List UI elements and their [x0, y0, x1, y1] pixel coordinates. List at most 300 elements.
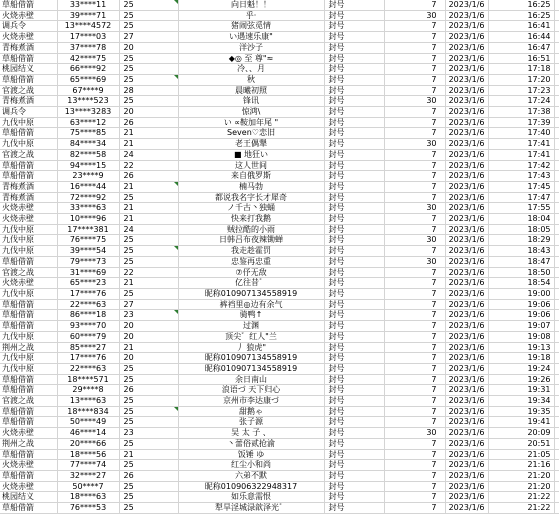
level-cell[interactable]: 21 — [119, 203, 178, 214]
days-cell[interactable]: 30 — [384, 139, 445, 150]
action-cell[interactable]: 封号 — [324, 470, 384, 481]
date-cell[interactable]: 2023/1/6 — [445, 214, 488, 225]
time-cell[interactable]: 21:22 — [488, 492, 554, 503]
action-cell[interactable]: 封号 — [324, 171, 384, 182]
time-cell[interactable]: 17:39 — [488, 117, 554, 128]
nickname-cell[interactable]: 如乐意需恨 — [178, 492, 324, 503]
server-cell[interactable]: 火烧赤壁 — [0, 428, 57, 439]
nickname-cell[interactable]: 昵称01090713455891​9 — [178, 363, 324, 374]
time-cell[interactable]: 20:51 — [488, 438, 554, 449]
days-cell[interactable]: 7 — [384, 331, 445, 342]
account-cell[interactable]: 93****70 — [57, 321, 119, 332]
days-cell[interactable]: 7 — [384, 460, 445, 471]
server-cell[interactable]: 青梅煮酒 — [0, 192, 57, 203]
time-cell[interactable]: 19:24 — [488, 363, 554, 374]
days-cell[interactable]: 7 — [384, 449, 445, 460]
date-cell[interactable]: 2023/1/6 — [445, 438, 488, 449]
days-cell[interactable]: 7 — [384, 107, 445, 118]
days-cell[interactable]: 7 — [384, 481, 445, 492]
nickname-cell[interactable]: Seven♡恋旧 — [178, 128, 324, 139]
level-cell[interactable]: 25 — [119, 74, 178, 85]
days-cell[interactable]: 7 — [384, 342, 445, 353]
nickname-cell[interactable]: 张子源 — [178, 417, 324, 428]
server-cell[interactable]: 草船借箭 — [0, 160, 57, 171]
server-cell[interactable]: 草船借箭 — [0, 0, 57, 10]
account-cell[interactable]: 50****49 — [57, 417, 119, 428]
date-cell[interactable]: 2023/1/6 — [445, 449, 488, 460]
days-cell[interactable]: 7 — [384, 0, 445, 10]
level-cell[interactable]: 25 — [119, 0, 178, 10]
level-cell[interactable]: 21 — [119, 181, 178, 192]
server-cell[interactable]: 草船借箭 — [0, 503, 57, 514]
nickname-cell[interactable]: 我走趁霍罚 — [178, 246, 324, 257]
server-cell[interactable]: 草船借箭 — [0, 74, 57, 85]
nickname-cell[interactable]: 丿 狼虎" — [178, 342, 324, 353]
level-cell[interactable]: 20 — [119, 331, 178, 342]
date-cell[interactable]: 2023/1/6 — [445, 246, 488, 257]
date-cell[interactable]: 2023/1/6 — [445, 64, 488, 75]
account-cell[interactable]: 13****63 — [57, 396, 119, 407]
account-cell[interactable]: 50****7 — [57, 481, 119, 492]
action-cell[interactable]: 封号 — [324, 267, 384, 278]
server-cell[interactable]: 荆州之战 — [0, 438, 57, 449]
nickname-cell[interactable]: 秋 — [178, 74, 324, 85]
level-cell[interactable]: 25 — [119, 64, 178, 75]
account-cell[interactable]: 17****03 — [57, 32, 119, 43]
level-cell[interactable]: 21 — [119, 128, 178, 139]
date-cell[interactable]: 2023/1/6 — [445, 203, 488, 214]
account-cell[interactable]: 20****66 — [57, 438, 119, 449]
days-cell[interactable]: 7 — [384, 406, 445, 417]
account-cell[interactable]: 63****12 — [57, 117, 119, 128]
server-cell[interactable]: 火烧赤壁 — [0, 214, 57, 225]
action-cell[interactable]: 封号 — [324, 10, 384, 21]
nickname-cell[interactable]: 锋讯 — [178, 96, 324, 107]
nickname-cell[interactable]: 日韩吕布夜辣锄蝉 — [178, 235, 324, 246]
level-cell[interactable]: 21 — [119, 139, 178, 150]
date-cell[interactable]: 2023/1/6 — [445, 181, 488, 192]
time-cell[interactable]: 21:20 — [488, 470, 554, 481]
account-cell[interactable]: 13****523 — [57, 96, 119, 107]
account-cell[interactable]: 66****92 — [57, 64, 119, 75]
days-cell[interactable]: 30 — [384, 235, 445, 246]
account-cell[interactable]: 33****11 — [57, 0, 119, 10]
server-cell[interactable]: 火烧赤壁 — [0, 460, 57, 471]
date-cell[interactable]: 2023/1/6 — [445, 492, 488, 503]
server-cell[interactable]: 调兵令 — [0, 107, 57, 118]
account-cell[interactable]: 76****75 — [57, 235, 119, 246]
server-cell[interactable]: 草船借箭 — [0, 374, 57, 385]
nickname-cell[interactable]: 甜鹅ゃ — [178, 406, 324, 417]
days-cell[interactable]: 7 — [384, 42, 445, 53]
server-cell[interactable]: 调兵令 — [0, 21, 57, 32]
nickname-cell[interactable]: 过渊 — [178, 321, 324, 332]
level-cell[interactable]: 25 — [119, 246, 178, 257]
nickname-cell[interactable]: ノ千古丶独蛹 — [178, 203, 324, 214]
level-cell[interactable]: 25 — [119, 406, 178, 417]
action-cell[interactable]: 封号 — [324, 96, 384, 107]
account-cell[interactable]: 31****69 — [57, 267, 119, 278]
nickname-cell[interactable]: ⑦伃无敌 — [178, 267, 324, 278]
time-cell[interactable]: 16:47 — [488, 42, 554, 53]
level-cell[interactable]: 21 — [119, 342, 178, 353]
nickname-cell[interactable]: 惊鸿\ — [178, 107, 324, 118]
nickname-cell[interactable]: 京州市李达康づ — [178, 396, 324, 407]
server-cell[interactable]: 草船借箭 — [0, 299, 57, 310]
action-cell[interactable]: 封号 — [324, 21, 384, 32]
account-cell[interactable]: 18****63 — [57, 492, 119, 503]
days-cell[interactable]: 7 — [384, 171, 445, 182]
time-cell[interactable]: 18:04 — [488, 214, 554, 225]
action-cell[interactable]: 封号 — [324, 214, 384, 225]
server-cell[interactable]: 九伐中原 — [0, 235, 57, 246]
action-cell[interactable]: 封号 — [324, 449, 384, 460]
days-cell[interactable]: 7 — [384, 181, 445, 192]
nickname-cell[interactable]: 都说我名字长才犀奇 — [178, 192, 324, 203]
time-cell[interactable]: 18:47 — [488, 256, 554, 267]
days-cell[interactable]: 7 — [384, 21, 445, 32]
server-cell[interactable]: 官渡之战 — [0, 267, 57, 278]
nickname-cell[interactable]: 乎· — [178, 10, 324, 21]
date-cell[interactable]: 2023/1/6 — [445, 128, 488, 139]
level-cell[interactable]: 22 — [119, 267, 178, 278]
account-cell[interactable]: 60****79 — [57, 331, 119, 342]
account-cell[interactable]: 42****75 — [57, 53, 119, 64]
account-cell[interactable]: 82****58 — [57, 149, 119, 160]
time-cell[interactable]: 19:06 — [488, 299, 554, 310]
date-cell[interactable]: 2023/1/6 — [445, 42, 488, 53]
level-cell[interactable]: 20 — [119, 42, 178, 53]
time-cell[interactable]: 16:25 — [488, 0, 554, 10]
level-cell[interactable]: 25 — [119, 363, 178, 374]
server-cell[interactable]: 九伐中原 — [0, 363, 57, 374]
days-cell[interactable]: 7 — [384, 503, 445, 514]
time-cell[interactable]: 19:18 — [488, 353, 554, 364]
nickname-cell[interactable]: 六弟不默 — [178, 470, 324, 481]
date-cell[interactable]: 2023/1/6 — [445, 310, 488, 321]
time-cell[interactable]: 16:44 — [488, 32, 554, 43]
server-cell[interactable]: 九伐中原 — [0, 117, 57, 128]
nickname-cell[interactable]: ■ 地狂い — [178, 149, 324, 160]
level-cell[interactable]: 25 — [119, 481, 178, 492]
days-cell[interactable]: 7 — [384, 74, 445, 85]
time-cell[interactable]: 17:23 — [488, 85, 554, 96]
level-cell[interactable]: 24 — [119, 149, 178, 160]
time-cell[interactable]: 18:43 — [488, 246, 554, 257]
nickname-cell[interactable]: 饭锤 ゆ — [178, 449, 324, 460]
time-cell[interactable]: 19:13 — [488, 342, 554, 353]
action-cell[interactable]: 封号 — [324, 160, 384, 171]
server-cell[interactable]: 火烧赤壁 — [0, 32, 57, 43]
days-cell[interactable]: 7 — [384, 224, 445, 235]
nickname-cell[interactable]: 顶尖゛红人"兰 — [178, 331, 324, 342]
server-cell[interactable]: 草船借箭 — [0, 470, 57, 481]
account-cell[interactable]: 37****78 — [57, 42, 119, 53]
action-cell[interactable]: 封号 — [324, 224, 384, 235]
time-cell[interactable]: 21:20 — [488, 481, 554, 492]
account-cell[interactable]: 72****92 — [57, 192, 119, 203]
date-cell[interactable]: 2023/1/6 — [445, 396, 488, 407]
server-cell[interactable]: 青梅煮酒 — [0, 42, 57, 53]
action-cell[interactable]: 封号 — [324, 396, 384, 407]
action-cell[interactable]: 封号 — [324, 385, 384, 396]
action-cell[interactable]: 封号 — [324, 374, 384, 385]
action-cell[interactable]: 封号 — [324, 53, 384, 64]
account-cell[interactable]: 39****71 — [57, 10, 119, 21]
action-cell[interactable]: 封号 — [324, 107, 384, 118]
date-cell[interactable]: 2023/1/6 — [445, 470, 488, 481]
level-cell[interactable]: 25 — [119, 503, 178, 514]
action-cell[interactable]: 封号 — [324, 460, 384, 471]
days-cell[interactable]: 7 — [384, 470, 445, 481]
days-cell[interactable]: 7 — [384, 374, 445, 385]
nickname-cell[interactable]: 吴 太 子 、 — [178, 428, 324, 439]
time-cell[interactable]: 17:47 — [488, 192, 554, 203]
action-cell[interactable]: 封号 — [324, 288, 384, 299]
date-cell[interactable]: 2023/1/6 — [445, 139, 488, 150]
date-cell[interactable]: 2023/1/6 — [445, 85, 488, 96]
days-cell[interactable]: 7 — [384, 192, 445, 203]
date-cell[interactable]: 2023/1/6 — [445, 171, 488, 182]
time-cell[interactable]: 19:00 — [488, 288, 554, 299]
time-cell[interactable]: 17:55 — [488, 203, 554, 214]
nickname-cell[interactable]: 浪语づ 天下归心 — [178, 385, 324, 396]
time-cell[interactable]: 19:06 — [488, 310, 554, 321]
level-cell[interactable]: 26 — [119, 385, 178, 396]
time-cell[interactable]: 19:41 — [488, 417, 554, 428]
nickname-cell[interactable]: 洋沙子 — [178, 42, 324, 53]
date-cell[interactable]: 2023/1/6 — [445, 363, 488, 374]
time-cell[interactable]: 17:43 — [488, 171, 554, 182]
nickname-cell[interactable]: 红尘小和尚 — [178, 460, 324, 471]
days-cell[interactable]: 30 — [384, 203, 445, 214]
days-cell[interactable]: 7 — [384, 438, 445, 449]
server-cell[interactable]: 九伐中原 — [0, 139, 57, 150]
nickname-cell[interactable]: い ∝鞍加年尾 " — [178, 117, 324, 128]
action-cell[interactable]: 封号 — [324, 310, 384, 321]
date-cell[interactable]: 2023/1/6 — [445, 374, 488, 385]
nickname-cell[interactable]: 向日魁！！ — [178, 0, 324, 10]
nickname-cell[interactable]: 昵称01090632294831​7 — [178, 481, 324, 492]
account-cell[interactable]: 65****69 — [57, 74, 119, 85]
server-cell[interactable]: 草船借箭 — [0, 449, 57, 460]
date-cell[interactable]: 2023/1/6 — [445, 288, 488, 299]
days-cell[interactable]: 7 — [384, 417, 445, 428]
nickname-cell[interactable]: 来自俄罗斯 — [178, 171, 324, 182]
level-cell[interactable]: 26 — [119, 117, 178, 128]
date-cell[interactable]: 2023/1/6 — [445, 321, 488, 332]
date-cell[interactable]: 2023/1/6 — [445, 342, 488, 353]
action-cell[interactable]: 封号 — [324, 321, 384, 332]
level-cell[interactable]: 25 — [119, 10, 178, 21]
time-cell[interactable]: 17:24 — [488, 96, 554, 107]
account-cell[interactable]: 79****73 — [57, 256, 119, 267]
time-cell[interactable]: 19:08 — [488, 331, 554, 342]
server-cell[interactable]: 青梅煮酒 — [0, 181, 57, 192]
action-cell[interactable]: 封号 — [324, 32, 384, 43]
level-cell[interactable]: 21 — [119, 278, 178, 289]
account-cell[interactable]: 46****14 — [57, 428, 119, 439]
level-cell[interactable]: 26 — [119, 171, 178, 182]
account-cell[interactable]: 85****27 — [57, 342, 119, 353]
account-cell[interactable]: 23****9 — [57, 171, 119, 182]
days-cell[interactable]: 30 — [384, 10, 445, 21]
date-cell[interactable]: 2023/1/6 — [445, 160, 488, 171]
server-cell[interactable]: 青梅煮酒 — [0, 96, 57, 107]
server-cell[interactable]: 草船借箭 — [0, 171, 57, 182]
account-cell[interactable]: 39****54 — [57, 246, 119, 257]
nickname-cell[interactable]: 晨曦初照 — [178, 85, 324, 96]
date-cell[interactable]: 2023/1/6 — [445, 107, 488, 118]
time-cell[interactable]: 17:18 — [488, 64, 554, 75]
server-cell[interactable]: 九伐中原 — [0, 246, 57, 257]
days-cell[interactable]: 7 — [384, 64, 445, 75]
action-cell[interactable]: 封号 — [324, 139, 384, 150]
nickname-cell[interactable]: 冷、、月 — [178, 64, 324, 75]
action-cell[interactable]: 封号 — [324, 331, 384, 342]
time-cell[interactable]: 16:51 — [488, 53, 554, 64]
action-cell[interactable]: 封号 — [324, 128, 384, 139]
level-cell[interactable]: 23 — [119, 428, 178, 439]
date-cell[interactable]: 2023/1/6 — [445, 0, 488, 10]
nickname-cell[interactable]: 老王偶犟 — [178, 139, 324, 150]
days-cell[interactable]: 7 — [384, 363, 445, 374]
level-cell[interactable]: 24 — [119, 224, 178, 235]
level-cell[interactable]: 25 — [119, 396, 178, 407]
action-cell[interactable]: 封号 — [324, 235, 384, 246]
days-cell[interactable]: 7 — [384, 160, 445, 171]
action-cell[interactable]: 封号 — [324, 203, 384, 214]
action-cell[interactable]: 封号 — [324, 42, 384, 53]
date-cell[interactable]: 2023/1/6 — [445, 353, 488, 364]
account-cell[interactable]: 22****63 — [57, 363, 119, 374]
nickname-cell[interactable]: 猪闹弦觅情 — [178, 21, 324, 32]
level-cell[interactable]: 23 — [119, 310, 178, 321]
time-cell[interactable]: 21:05 — [488, 449, 554, 460]
time-cell[interactable]: 17:40 — [488, 128, 554, 139]
server-cell[interactable]: 九伐中原 — [0, 331, 57, 342]
days-cell[interactable]: 7 — [384, 128, 445, 139]
date-cell[interactable]: 2023/1/6 — [445, 21, 488, 32]
date-cell[interactable]: 2023/1/6 — [445, 192, 488, 203]
level-cell[interactable]: 25 — [119, 192, 178, 203]
server-cell[interactable]: 火烧赤壁 — [0, 278, 57, 289]
level-cell[interactable]: 26 — [119, 470, 178, 481]
account-cell[interactable]: 76****53 — [57, 503, 119, 514]
account-cell[interactable]: 13****3283 — [57, 107, 119, 118]
server-cell[interactable]: 草船借箭 — [0, 310, 57, 321]
nickname-cell[interactable]: 昵称01090713455891​9 — [178, 353, 324, 364]
account-cell[interactable]: 16****44 — [57, 181, 119, 192]
action-cell[interactable]: 封号 — [324, 438, 384, 449]
level-cell[interactable]: 25 — [119, 288, 178, 299]
time-cell[interactable]: 18:05 — [488, 224, 554, 235]
date-cell[interactable]: 2023/1/6 — [445, 428, 488, 439]
time-cell[interactable]: 17:42 — [488, 160, 554, 171]
time-cell[interactable]: 18:50 — [488, 267, 554, 278]
level-cell[interactable]: 20 — [119, 107, 178, 118]
time-cell[interactable]: 19:35 — [488, 406, 554, 417]
action-cell[interactable]: 封号 — [324, 481, 384, 492]
nickname-cell[interactable]: い遇速乐康" — [178, 32, 324, 43]
days-cell[interactable]: 7 — [384, 353, 445, 364]
days-cell[interactable]: 7 — [384, 396, 445, 407]
account-cell[interactable]: 33****63 — [57, 203, 119, 214]
nickname-cell[interactable]: 忠鉴再忠重 — [178, 256, 324, 267]
date-cell[interactable]: 2023/1/6 — [445, 278, 488, 289]
date-cell[interactable]: 2023/1/6 — [445, 74, 488, 85]
time-cell[interactable]: 21:16 — [488, 460, 554, 471]
account-cell[interactable]: 65****23 — [57, 278, 119, 289]
days-cell[interactable]: 7 — [384, 321, 445, 332]
action-cell[interactable]: 封号 — [324, 246, 384, 257]
action-cell[interactable]: 封号 — [324, 353, 384, 364]
account-cell[interactable]: 18****56 — [57, 449, 119, 460]
date-cell[interactable]: 2023/1/6 — [445, 149, 488, 160]
date-cell[interactable]: 2023/1/6 — [445, 96, 488, 107]
account-cell[interactable]: 18****571 — [57, 374, 119, 385]
nickname-cell[interactable]: 骑鸭↑ — [178, 310, 324, 321]
action-cell[interactable]: 封号 — [324, 363, 384, 374]
date-cell[interactable]: 2023/1/6 — [445, 385, 488, 396]
nickname-cell[interactable]: 裤裆里◎边有余气 — [178, 299, 324, 310]
time-cell[interactable]: 19:31 — [488, 385, 554, 396]
account-cell[interactable]: 94****15 — [57, 160, 119, 171]
level-cell[interactable]: 25 — [119, 374, 178, 385]
action-cell[interactable]: 封号 — [324, 85, 384, 96]
action-cell[interactable]: 封号 — [324, 0, 384, 10]
server-cell[interactable]: 草船借箭 — [0, 256, 57, 267]
level-cell[interactable]: 25 — [119, 256, 178, 267]
action-cell[interactable]: 封号 — [324, 406, 384, 417]
days-cell[interactable]: 7 — [384, 288, 445, 299]
date-cell[interactable]: 2023/1/6 — [445, 10, 488, 21]
days-cell[interactable]: 7 — [384, 85, 445, 96]
level-cell[interactable]: 25 — [119, 53, 178, 64]
time-cell[interactable]: 17:38 — [488, 107, 554, 118]
nickname-cell[interactable]: 贼拉酷的小雨 — [178, 224, 324, 235]
action-cell[interactable]: 封号 — [324, 117, 384, 128]
account-cell[interactable]: 17****381 — [57, 224, 119, 235]
days-cell[interactable]: 7 — [384, 149, 445, 160]
level-cell[interactable]: 21 — [119, 214, 178, 225]
level-cell[interactable]: 25 — [119, 21, 178, 32]
server-cell[interactable]: 火烧赤壁 — [0, 10, 57, 21]
level-cell[interactable]: 25 — [119, 96, 178, 107]
time-cell[interactable]: 19:26 — [488, 374, 554, 385]
account-cell[interactable]: 77****74 — [57, 460, 119, 471]
account-cell[interactable]: 22****63 — [57, 299, 119, 310]
action-cell[interactable]: 封号 — [324, 256, 384, 267]
days-cell[interactable]: 7 — [384, 32, 445, 43]
date-cell[interactable]: 2023/1/6 — [445, 256, 488, 267]
time-cell[interactable]: 17:41 — [488, 149, 554, 160]
action-cell[interactable]: 封号 — [324, 342, 384, 353]
server-cell[interactable]: 火烧赤壁 — [0, 203, 57, 214]
level-cell[interactable]: 21 — [119, 449, 178, 460]
nickname-cell[interactable]: ◆◎ 至 尊"≈ — [178, 53, 324, 64]
time-cell[interactable]: 19:34 — [488, 396, 554, 407]
days-cell[interactable]: 7 — [384, 267, 445, 278]
time-cell[interactable]: 20:09 — [488, 428, 554, 439]
account-cell[interactable]: 32****27 — [57, 470, 119, 481]
action-cell[interactable]: 封号 — [324, 181, 384, 192]
time-cell[interactable]: 17:45 — [488, 181, 554, 192]
account-cell[interactable]: 84****34 — [57, 139, 119, 150]
days-cell[interactable]: 7 — [384, 299, 445, 310]
level-cell[interactable]: 20 — [119, 321, 178, 332]
days-cell[interactable]: 30 — [384, 256, 445, 267]
